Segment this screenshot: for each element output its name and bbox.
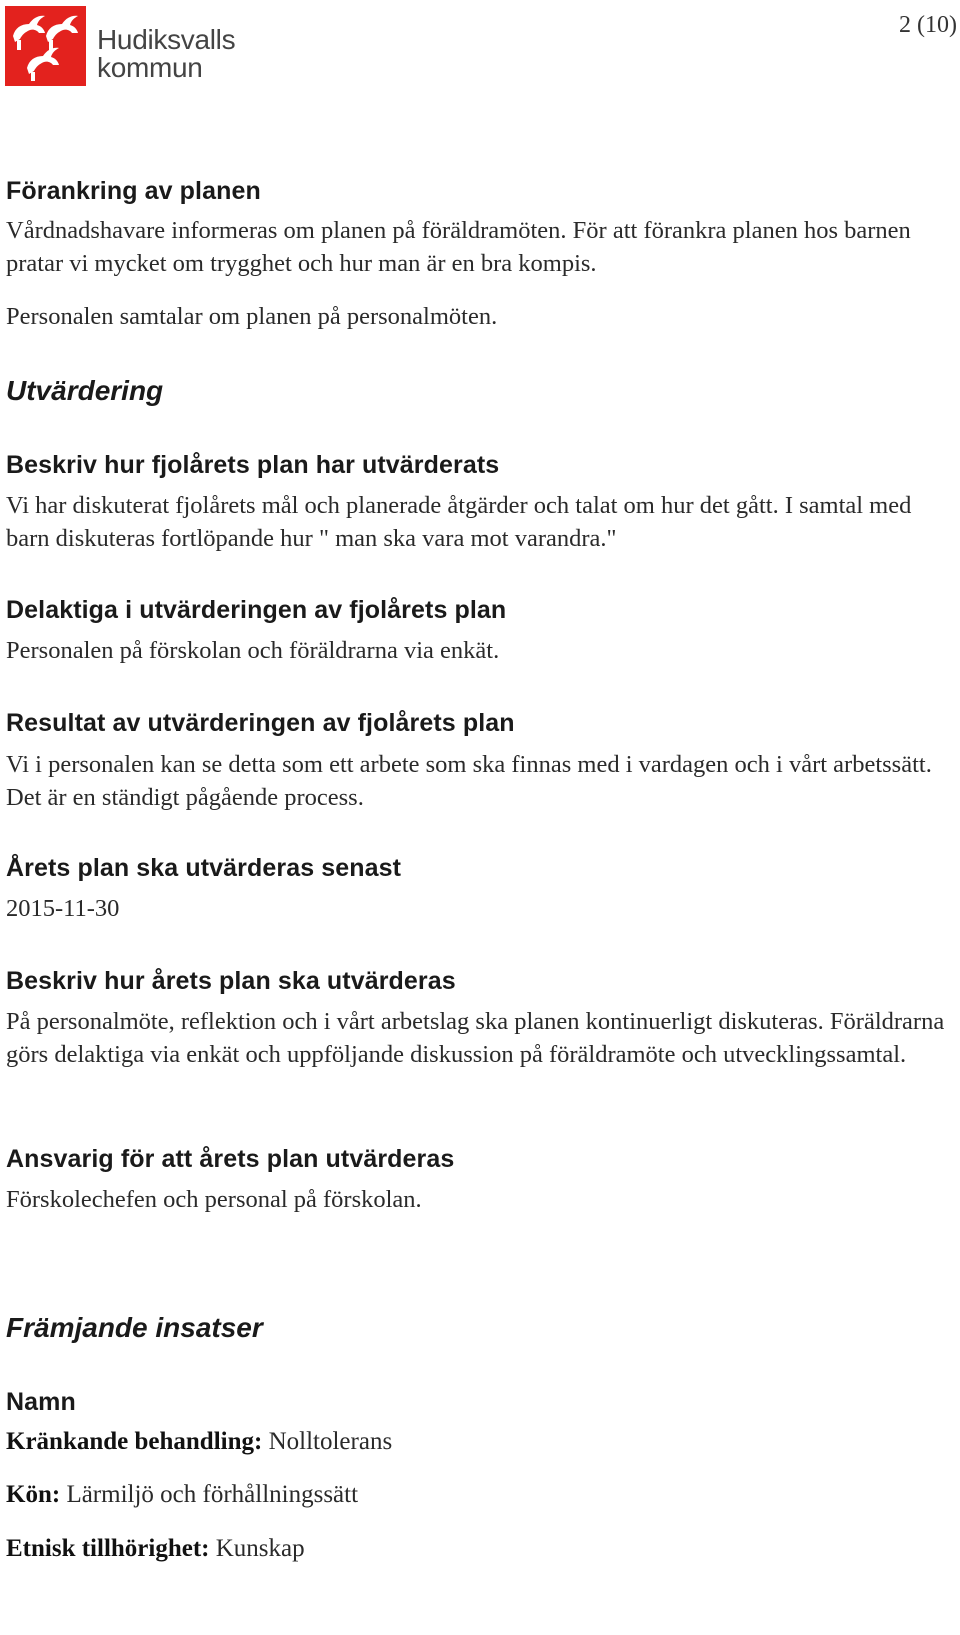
heading-utvarderas-senast: Årets plan ska utvärderas senast (6, 854, 402, 882)
logo-wordmark (97, 26, 235, 82)
item-label: Kön: (6, 1481, 61, 1508)
heading-beskriv-arets: Beskriv hur årets plan ska utvärderas (6, 967, 456, 995)
heading-resultat: Resultat av utvärderingen av fjolårets plan (6, 709, 515, 737)
heading-namn: Namn (6, 1388, 76, 1416)
logo-line-1: Hudiksvalls (97, 24, 236, 55)
paragraph-forankring-2: Personalen samtalar om planen på personalmöten. (6, 303, 498, 330)
item-label: Kränkande behandling: (6, 1428, 263, 1455)
paragraph-delaktiga: Personalen på förskolan och föräldrarna via enkät. (6, 637, 500, 664)
paragraph-beskriv-arets: På personalmöte, reflektion och i vårt arbetslag ska planen kontinuerligt diskuteras. Föräldrarna görs delaktiga via enkät och uppföljande diskussion på föräldramöte och utvecklingssamtal. (6, 1008, 945, 1068)
heading-forankring: Förankring av planen (6, 177, 261, 205)
logo-line-2: kommun (97, 52, 203, 83)
heading-delaktiga: Delaktiga i utvärderingen av fjolårets plan (6, 596, 507, 624)
heading-ansvarig: Ansvarig för att årets plan utvärderas (6, 1145, 455, 1173)
paragraph-beskriv-fjolarets: Vi har diskuterat fjolårets mål och planerade åtgärder och talat om hur det gått. I samtal med barn diskuteras fortlöpande hur " man ska vara mot varandra." (6, 492, 912, 552)
list-item (6, 1481, 358, 1509)
page-number: 2 (10) (899, 12, 957, 38)
item-label: Etnisk tillhörighet: (6, 1535, 210, 1562)
heading-framjande-insatser: Främjande insatser (6, 1312, 263, 1343)
item-value: Lärmiljö och förhållningssätt (66, 1481, 359, 1508)
list-item (6, 1428, 392, 1456)
heading-utvardering: Utvärdering (6, 375, 164, 406)
date-utvarderas-senast: 2015-11-30 (6, 895, 120, 922)
heading-beskriv-fjolarets: Beskriv hur fjolårets plan har utvärderats (6, 451, 500, 479)
paragraph-resultat: Vi i personalen kan se detta som ett arbete som ska finnas med i vardagen och i vårt arbetssätt. Det är en ständigt pågående process. (6, 751, 932, 811)
item-value: Nolltolerans (268, 1428, 393, 1455)
goat-emblem-icon (5, 6, 86, 86)
paragraph-forankring-1: Vårdnadshavare informeras om planen på föräldramöten. För att förankra planen hos barnen pratar vi mycket om trygghet och hur man är en bra kompis. (6, 217, 911, 277)
hudiksvalls-logo (5, 6, 255, 86)
paragraph-ansvarig: Förskolechefen och personal på förskolan. (6, 1186, 422, 1213)
list-item (6, 1535, 305, 1563)
item-value: Kunskap (215, 1535, 305, 1562)
